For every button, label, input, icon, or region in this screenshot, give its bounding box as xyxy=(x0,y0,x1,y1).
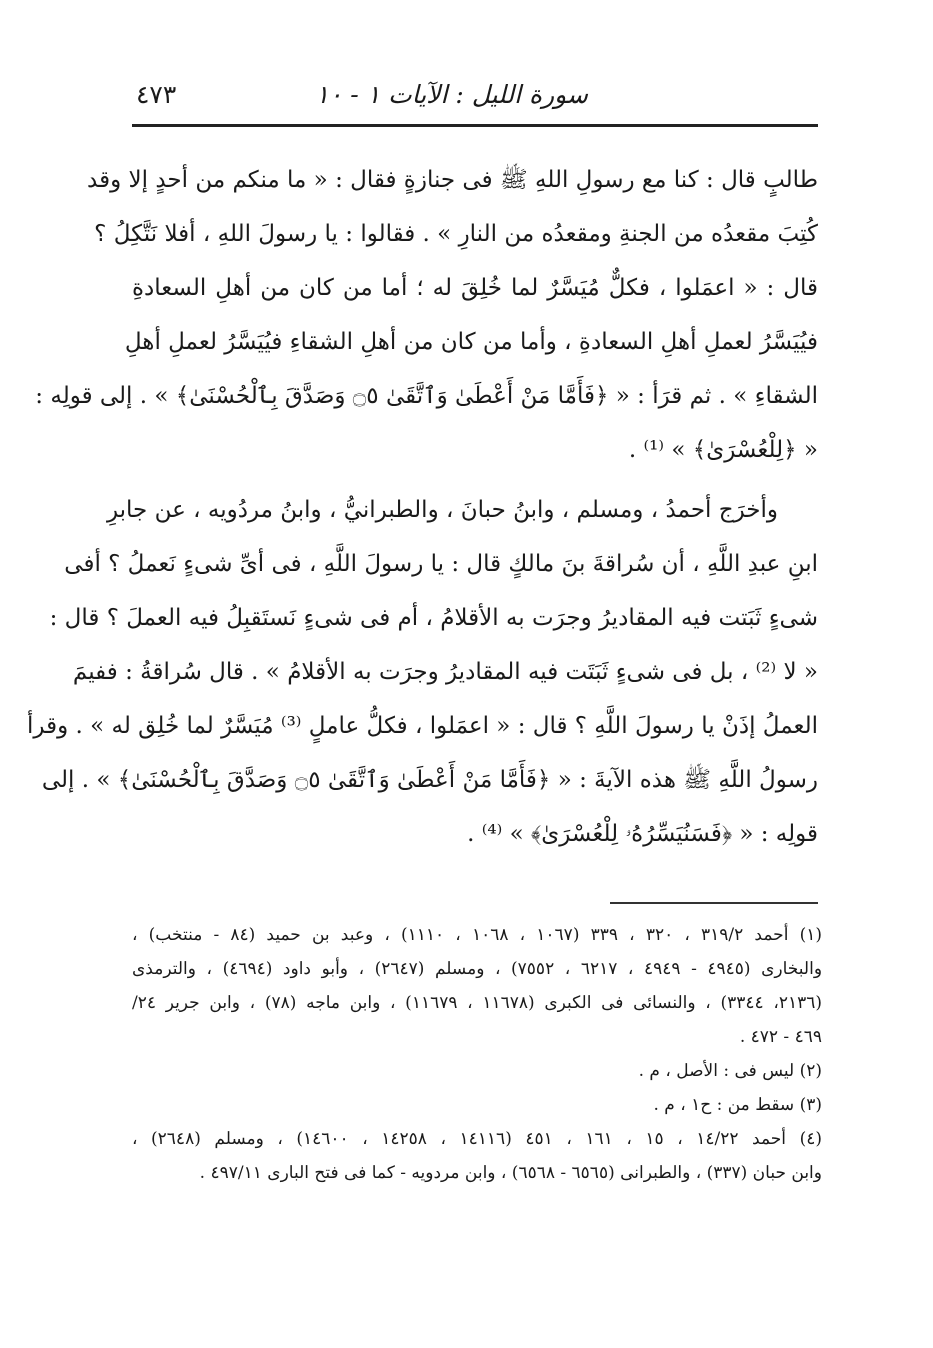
footnote-line: (٣) سقط من : ح١ ، م . xyxy=(653,1095,822,1115)
page-number: ٤٧٣ xyxy=(136,80,177,109)
footnote-line: والبخارى (٤٩٤٥ - ٤٩٤٩ ، ٦٢١٧ ، ٧٥٥٢) ، ومسلم (٢٦٤٧) ، وأبو داود (٤٦٩٤) ، والترمذى xyxy=(132,959,823,979)
paragraph-2 xyxy=(27,483,818,861)
text-line: وأخرَج أحمدُ ، ومسلم ، وابنُ حبانَ ، والطبرانيُّ ، وابنُ مردُويه ، عن جابرِ xyxy=(106,497,778,523)
text-line: فيُيَسَّرُ لعملِ أهلِ السعادةِ ، وأما من كان من أهلِ الشقاءِ فيُيَسَّرُ لعملِ أهلِ xyxy=(124,329,818,355)
footnote-separator xyxy=(610,902,818,904)
text-line: كُتِبَ مقعدُه من الجنةِ ومقعدُه من النارِ » . فقالوا : يا رسولَ اللهِ ، أفلا نَتَّكِلُ ؟ xyxy=(94,221,818,247)
footnote-line: (٤) أحمد ١٤/٢٢ ، ١٥ ، ١٦١ ، ٤٥١ (١٤١١٦ ، ١٤٢٥٨ ، ١٤٦٠٠) ، ومسلم (٢٦٤٨) ، xyxy=(132,1129,822,1149)
footnote-line: وابن حبان (٣٣٧) ، والطبرانى (٦٥٦٥ - ٦٥٦٨) ، وابن مردويه - كما فى فتح البارى ٤٩٧/١١ . xyxy=(199,1163,822,1183)
text-line: شىءٍ ثَبَتت فيه المقاديرُ وجرَت به الأقلامُ ، أم فى شىءٍ نَستَقبِلُ فيه العملَ ؟ قال : xyxy=(49,605,818,631)
text-line: « لا ⁽²⁾ ، بل فى شىءٍ ثَبَتَت فيه المقاديرُ وجرَت به الأقلامُ » . قال سُراقةُ : ففيمَ xyxy=(72,659,818,685)
footnote-line: (٢١٣٦، ٣٣٤٤) ، والنسائى فى الكبرى (١١٦٧٨ ، ١١٦٧٩) ، وابن ماجه (٧٨) ، وابن جرير ٢٤/ xyxy=(132,993,822,1013)
text-line: « ﴿لِلْعُسْرَىٰ﴾ » ⁽¹⁾ . xyxy=(628,437,818,463)
text-line: ابنِ عبدِ اللَّهِ ، أن سُراقةَ بنَ مالكٍ قال : يا رسولَ اللَّهِ ، فى أىِّ شىءٍ نَعملُ ؟ أفى xyxy=(64,551,818,577)
footnotes xyxy=(132,918,822,1190)
text-line: رسولُ اللَّهِ ﷺ هذه الآيةَ : « ﴿فَأَمَّا مَنْ أَعْطَىٰ وَٱتَّقَىٰ ۝٥ وَصَدَّقَ بِٱلْحُسْنَىٰ﴾ » . إلى xyxy=(41,767,818,793)
text-line: العملُ إذَنْ يا رسولَ اللَّهِ ؟ قال : « اعمَلوا ، فكلُّ عاملٍ ⁽³⁾ مُيَسَّرٌ لما خُلِق له » . وقرأ xyxy=(27,713,818,739)
running-title: سورة الليل : الآيات ١ - ١٠ xyxy=(315,80,588,109)
text-line: قولِه : « ﴿فَسَنُيَسِّرُهُۥ لِلْعُسْرَىٰ﴾ » ⁽⁴⁾ . xyxy=(467,821,818,847)
text-line: قال : « اعمَلوا ، فكلٌّ مُيَسَّرٌ لما خُلِقَ له ؛ أما من كان من أهلِ السعادةِ xyxy=(132,275,818,301)
page-header xyxy=(132,78,818,118)
header-rule xyxy=(132,124,818,127)
paragraph-1 xyxy=(35,153,818,477)
footnote-line: ٤٦٩ - ٤٧٢ . xyxy=(739,1027,822,1047)
text-line: الشقاءِ » . ثم قرَأ : « ﴿فَأَمَّا مَنْ أَعْطَىٰ وَٱتَّقَىٰ ۝٥ وَصَدَّقَ بِٱلْحُسْنَىٰ﴾ » . إلى قولِه : xyxy=(35,383,818,409)
text-line: طالبٍ قال : كنا مع رسولِ اللهِ ﷺ فى جنازةٍ فقال : « ما منكم من أحدٍ إلا وقد xyxy=(87,167,818,193)
footnote-line: (١) أحمد ٣١٩/٢ ، ٣٢٠ ، ٣٣٩ (١٠٦٧ ، ١٠٦٨ ، ١١١٠) ، وعبد بن حميد (٨٤ - منتخب) ، xyxy=(132,925,822,945)
footnote-line: (٢) ليس فى : الأصل ، م . xyxy=(638,1061,822,1081)
